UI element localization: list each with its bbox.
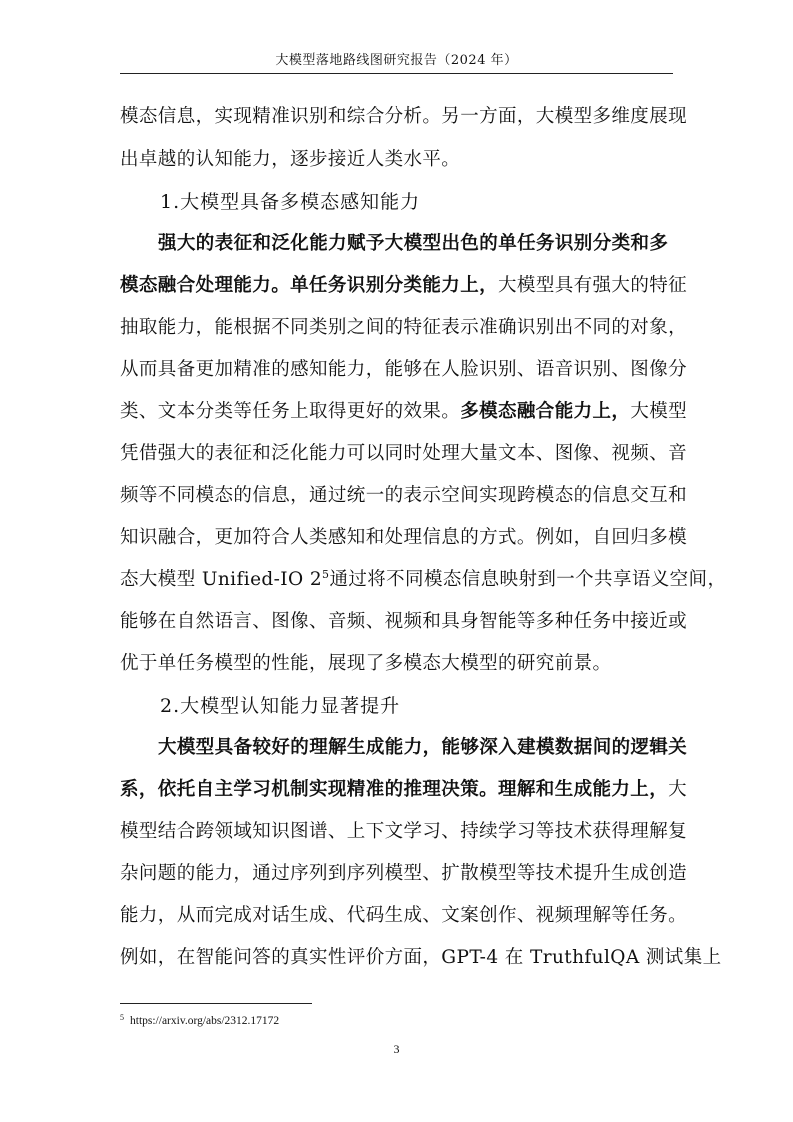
footnote-ref: 5 bbox=[322, 568, 330, 581]
bold-lead: 系，依托自主学习机制实现精准的推理决策。理解和生成能力上， bbox=[120, 779, 669, 800]
body-text: 大 bbox=[668, 779, 688, 800]
body-line: 能力，从而完成对话生成、代码生成、文案创作、视频理解等任务。 bbox=[120, 905, 688, 926]
bold-lead: 大模型具备较好的理解生成能力，能够深入建模数据间的逻辑关 bbox=[158, 737, 688, 758]
body-line bbox=[158, 229, 668, 259]
body-line: 频等不同模态的信息，通过统一的表示空间实现跨模态的信息交互和 bbox=[120, 485, 688, 506]
body-line bbox=[158, 733, 687, 763]
footnote-rule bbox=[120, 1003, 312, 1004]
body-line bbox=[120, 271, 687, 301]
footnote bbox=[120, 1013, 279, 1029]
section-heading-2: 2.大模型认知能力显著提升 bbox=[160, 695, 401, 717]
footnote-marker: 5 bbox=[120, 1013, 124, 1022]
body-line: 例如，在智能问答的真实性评价方面，GPT-4 在 TruthfulQA 测试集上 bbox=[120, 947, 722, 968]
body-line: 出卓越的认知能力，逐步接近人类水平。 bbox=[120, 149, 461, 170]
body-line: 凭借强大的表征和泛化能力可以同时处理大量文本、图像、视频、音 bbox=[120, 443, 688, 464]
running-header: 大模型落地路线图研究报告（2024 年） bbox=[275, 53, 518, 68]
body-line: 杂问题的能力，通过序列到序列模型、扩散模型等技术提升生成创造 bbox=[120, 863, 688, 884]
bold-lead: 强大的表征和泛化能力赋予大模型出色的单任务识别分类和多 bbox=[158, 233, 669, 254]
body-line: 知识融合，更加符合人类感知和处理信息的方式。例如，自回归多模 bbox=[120, 527, 688, 548]
body-text: 大模型 bbox=[630, 401, 688, 422]
body-text: 大模型具有强大的特征 bbox=[498, 275, 688, 296]
body-text: 通过将不同模态信息映射到一个共享语义空间， bbox=[329, 569, 727, 590]
body-line: 优于单任务模型的性能，展现了多模态大模型的研究前景。 bbox=[120, 653, 612, 674]
footnote-link[interactable]: https://arxiv.org/abs/2312.17172 bbox=[130, 1015, 280, 1027]
body-line: 模态信息，实现精准识别和综合分析。另一方面，大模型多维度展现 bbox=[120, 106, 688, 127]
body-line: 模型结合跨领域知识图谱、上下文学习、持续学习等技术获得理解复 bbox=[120, 821, 688, 842]
body-line: 能够在自然语言、图像、音频、视频和具身智能等多种任务中接近或 bbox=[120, 611, 688, 632]
body-line bbox=[120, 775, 687, 805]
body-text: 类、文本分类等任务上取得更好的效果。 bbox=[120, 401, 461, 422]
section-heading-1: 1.大模型具备多模态感知能力 bbox=[160, 191, 421, 213]
bold-lead: 多模态融合能力上， bbox=[460, 401, 631, 422]
page-number: 3 bbox=[393, 1042, 400, 1056]
body-line: 从而具备更加精准的感知能力，能够在人脸识别、语音识别、图像分 bbox=[120, 359, 688, 380]
bold-lead: 模态融合处理能力。单任务识别分类能力上， bbox=[120, 275, 499, 296]
body-line: 抽取能力，能根据不同类别之间的特征表示准确识别出不同的对象， bbox=[120, 317, 688, 338]
body-line bbox=[120, 397, 687, 427]
body-text: 态大模型 Unified-IO 2 bbox=[120, 569, 323, 590]
header-rule bbox=[120, 73, 673, 74]
body-line bbox=[120, 565, 726, 595]
